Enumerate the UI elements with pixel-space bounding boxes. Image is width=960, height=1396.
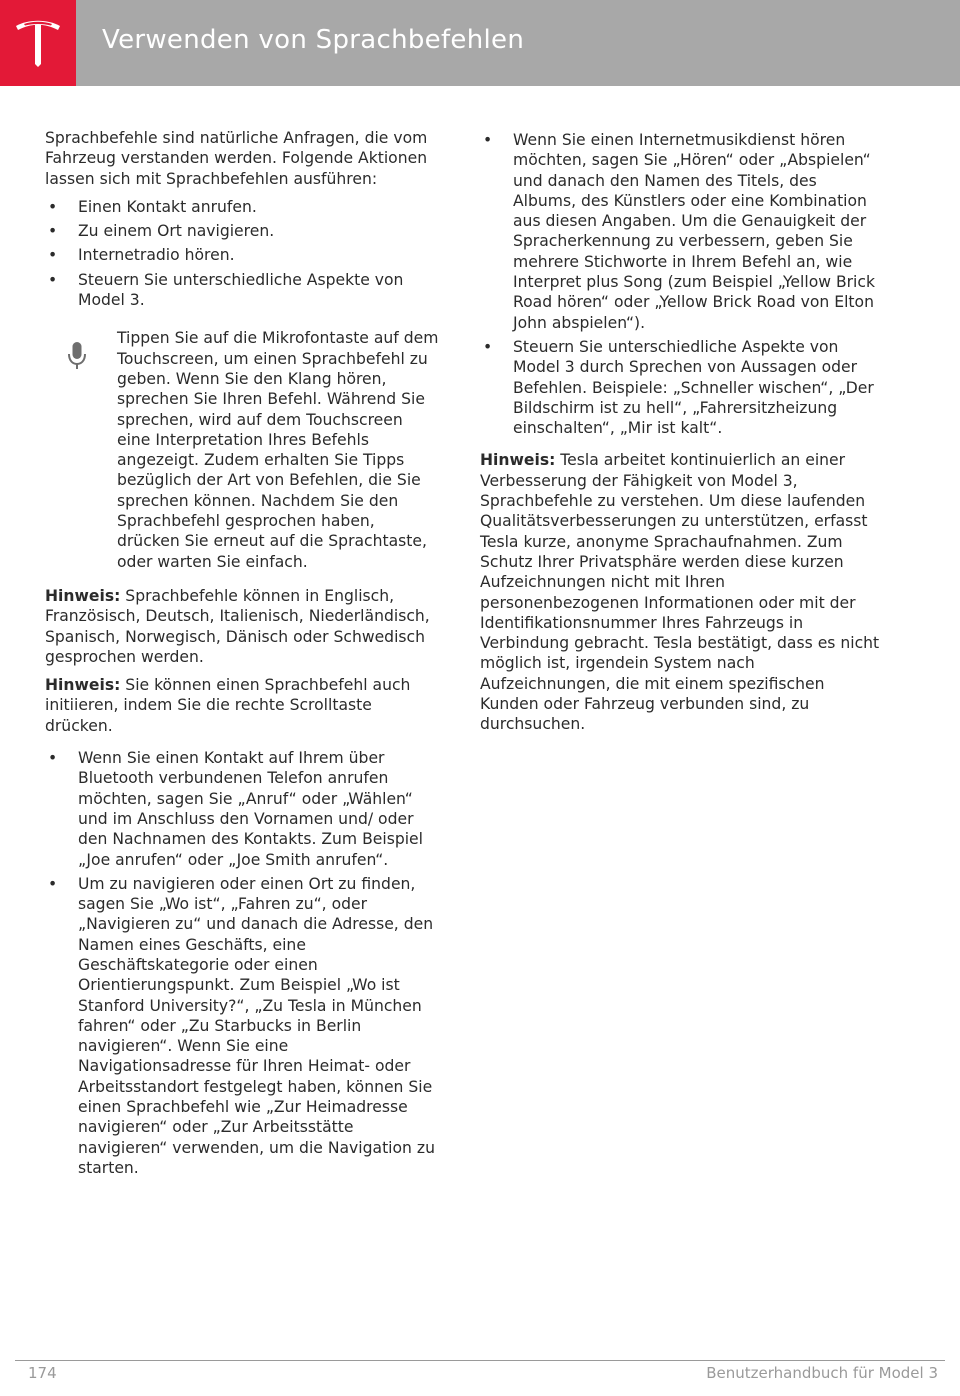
note-text: Sie können einen Sprachbefehl auch initiieren, indem Sie die rechte Scrolltaste drücken. [45, 676, 411, 735]
list-item: • Um zu navigieren oder einen Ort zu finden, sagen Sie „Wo ist“, „Fahren zu“, oder „Navigieren zu“ und danach die Adresse, den Namen eines Geschäfts, eine Geschäftskategorie oder einen Orientierungspunkt. Zum Beispiel „Wo ist Stanford University?“, „Zu Tesla in München fahren“ oder „Zu Starbucks in Berlin navigieren“. Wenn Sie eine Navigationsadresse für Ihren Heimat- oder Arbeitsstandort festgelegt haben, können Sie einen Sprachbefehl wie „Zur Heimadresse navigieren“ oder „Zur Arbeitsstätte navigieren“ verwenden, um die Navigation zu starten. [45, 874, 440, 1178]
footer-divider [15, 1360, 945, 1361]
note-label: Hinweis: [480, 451, 556, 470]
note-paragraph [480, 450, 880, 734]
tesla-logo-icon [12, 17, 64, 69]
command-list [480, 130, 880, 438]
list-item: • Einen Kontakt anrufen. [45, 197, 440, 217]
list-item: • Steuern Sie unterschiedliche Aspekte von Model 3. [45, 270, 440, 311]
tip-box [45, 328, 440, 572]
command-list [45, 748, 440, 1178]
page-title: Verwenden von Sprachbefehlen [102, 25, 525, 55]
right-column [480, 130, 880, 743]
list-item: • Zu einem Ort navigieren. [45, 221, 440, 241]
list-item: • Steuern Sie unterschiedliche Aspekte von Model 3 durch Sprechen von Aussagen oder Befehlen. Beispiele: „Schneller wischen“, „Der Bildschirm ist zu hell“, „Fahrersitzheizung einschalten“, „Mir ist kalt“. [480, 337, 880, 438]
tesla-logo [0, 0, 76, 86]
list-item: • Wenn Sie einen Internetmusikdienst hören möchten, sagen Sie „Hören“ oder „Abspielen“ und danach den Namen des Titels, des Albums, des Künstlers oder eine Kombination aus diesen Angaben. Um die Genauigkeit der Spracherkennung zu verbessern, geben Sie mehrere Stichworte in Ihrem Befehl an, wie Interpret plus Song (zum Beispiel „Yellow Brick Road hören“ oder „Yellow Brick Road von Elton John abspielen“). [480, 130, 880, 333]
note-paragraph [45, 586, 440, 667]
list-item: • Internetradio hören. [45, 245, 440, 265]
note-label: Hinweis: [45, 586, 121, 605]
intro-paragraph: Sprachbefehle sind natürliche Anfragen, die vom Fahrzeug verstanden werden. Folgende Aktionen lassen sich mit Sprachbefehlen ausführen: [45, 129, 428, 188]
tip-text: Tippen Sie auf die Mikrofontaste auf dem Touchscreen, um einen Sprachbefehl zu geben. Wenn Sie den Klang hören, sprechen Sie Ihren Befehl. Während Sie sprechen, wird auf dem Touchscreen eine Interpretation Ihres Befehls angezeigt. Zudem erhalten Sie Tipps bezüglich der Art von Befehlen, die Sie sprechen können. Nachdem Sie den Sprachbefehl gesprochen haben, drücken Sie erneut auf die Sprachtaste, oder warten Sie einfach. [117, 329, 439, 571]
note-paragraph [45, 675, 440, 736]
list-item: • Wenn Sie einen Kontakt auf Ihrem über Bluetooth verbundenen Telefon anrufen möchten, sagen Sie „Anruf“ oder „Wählen“ und im Anschluss den Vornamen und/ oder den Nachnamen des Kontakts. Zum Beispiel „Joe anrufen“ oder „Joe Smith anrufen“. [45, 748, 440, 870]
left-column [45, 128, 440, 1190]
note-text: Sprachbefehle können in Englisch, Französisch, Deutsch, Italienisch, Niederländisch, Spanisch, Norwegisch, Dänisch oder Schwedisch gesprochen werden. [45, 586, 430, 666]
page-number: 174 [28, 1364, 57, 1382]
footer-manual-title: Benutzerhandbuch für Model 3 [706, 1364, 938, 1382]
microphone-icon [67, 341, 87, 371]
page-header [0, 0, 960, 86]
note-label: Hinweis: [45, 676, 121, 695]
note-text: Tesla arbeitet kontinuierlich an einer Verbesserung der Fähigkeit von Model 3, Sprachbefehle zu verstehen. Um diese laufenden Qualitätsverbesserungen zu unterstützen, erfasst Tesla kurze, anonyme Sprachaufnahmen. Zum Schutz Ihrer Privatsphäre werden diese kurzen Aufzeichnungen nicht mit Ihren personenbezogenen Informationen oder mit der Identifikationsnummer Ihres Fahrzeugs in Verbindung gebracht. Tesla bestätigt, dass es nicht möglich ist, irgendein System nach Aufzeichnungen, die mit einem spezifischen Kunden oder Fahrzeug verbunden sind, zu durchsuchen. [480, 451, 880, 734]
action-list [45, 197, 440, 310]
